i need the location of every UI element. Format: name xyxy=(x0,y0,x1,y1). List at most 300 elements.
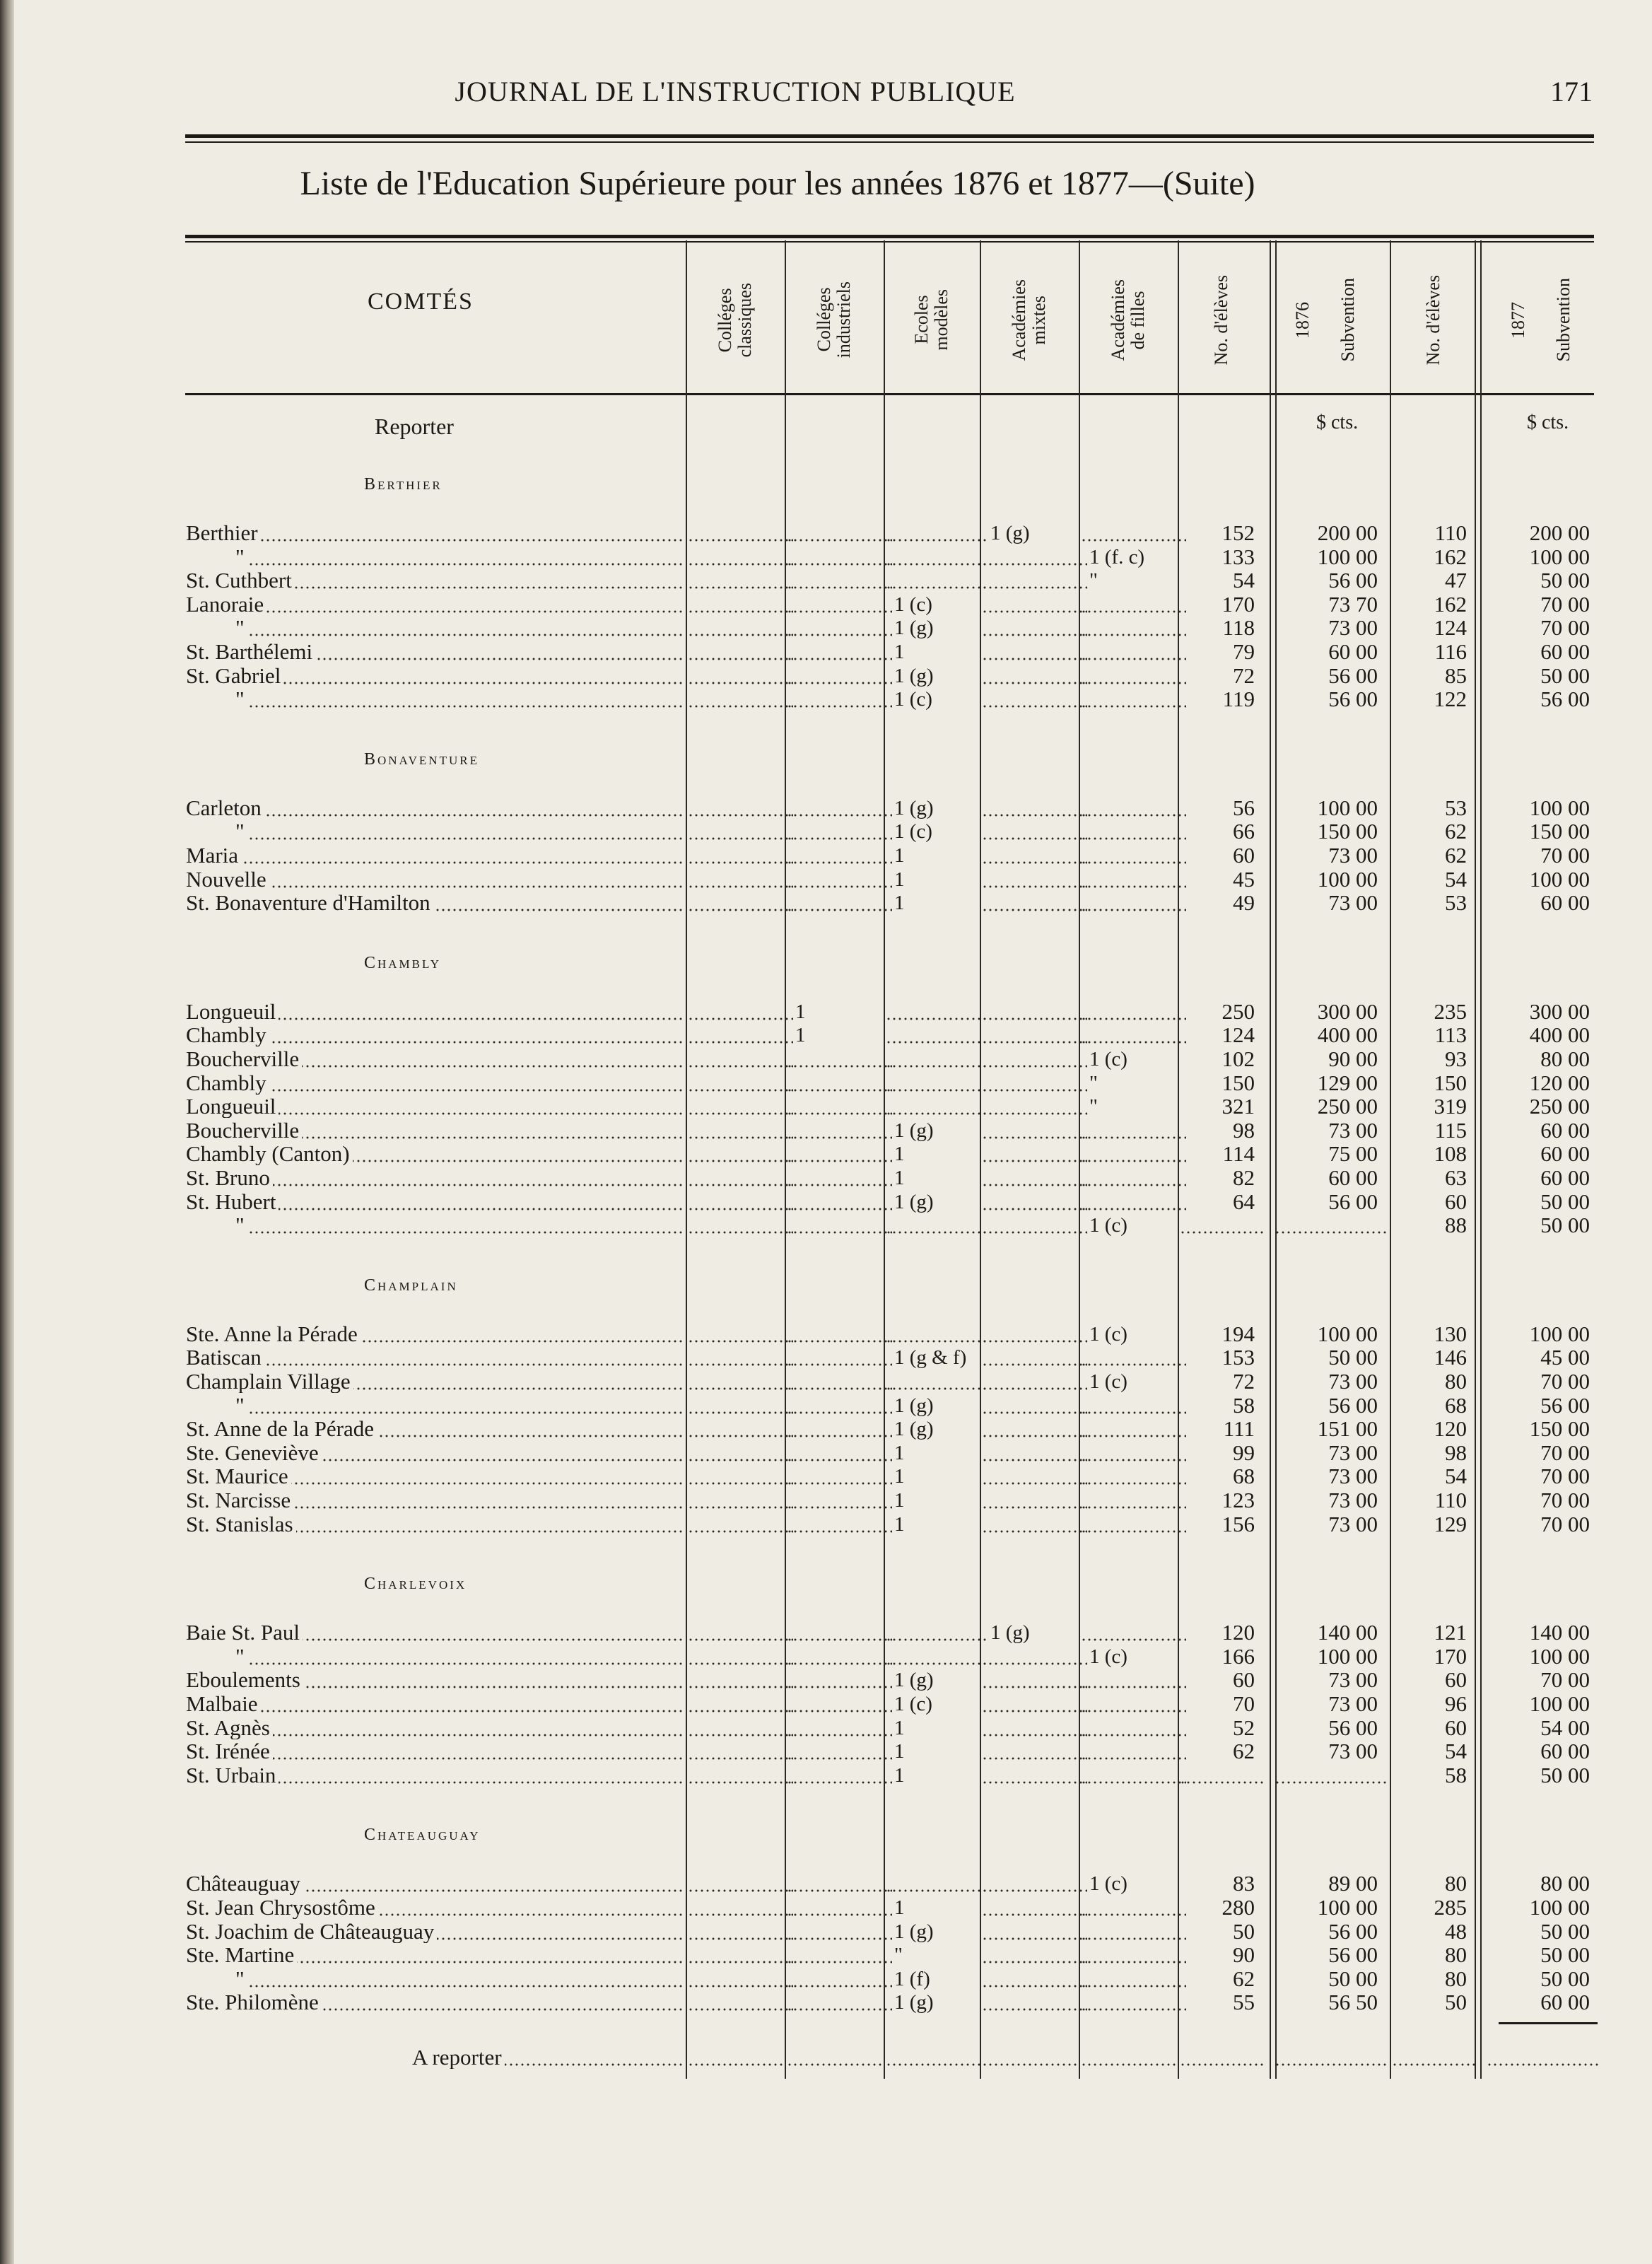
subsidy-1876 xyxy=(1275,1693,1388,1715)
subsidy-1876 xyxy=(1275,797,1388,819)
pupils-1876 xyxy=(1180,1024,1265,1046)
subsidy-1876 xyxy=(1275,1214,1388,1237)
place-name-text: Malbaie xyxy=(186,1693,261,1715)
place-name xyxy=(186,688,683,711)
pupils-1876 xyxy=(1180,1513,1265,1536)
pupils-1876-text: 56 xyxy=(1233,797,1258,819)
place-name-text: Boucherville xyxy=(186,1048,302,1070)
table-row xyxy=(186,1920,1600,1943)
pupils-1877 xyxy=(1392,1621,1477,1644)
cell-girls xyxy=(1081,1072,1186,1095)
pupils-1877 xyxy=(1392,820,1477,843)
subsidy-1877-text: 60 00 xyxy=(1540,1143,1593,1165)
place-name xyxy=(186,1489,683,1512)
cell-industrial xyxy=(787,1513,892,1536)
table-row xyxy=(186,1991,1600,2014)
pupils-1877-text: 53 xyxy=(1445,797,1470,819)
table-row xyxy=(186,1669,1600,1691)
subsidy-1877-text: 200 00 xyxy=(1530,522,1593,544)
subsidy-1876 xyxy=(1275,1370,1388,1393)
subsidy-1877-text: 100 00 xyxy=(1530,546,1593,568)
running-title: JOURNAL DE L'INSTRUCTION PUBLIQUE xyxy=(455,76,1016,107)
subsidy-1877-text: 50 00 xyxy=(1540,1214,1593,1237)
total-rule-1877 xyxy=(1499,2022,1598,2024)
cell-girls-text: 1 (c) xyxy=(1089,1323,1130,1346)
cell-model-text: 1 xyxy=(894,1489,908,1512)
table-row xyxy=(186,688,1600,711)
place-name-text: St. Gabriel xyxy=(186,665,283,687)
subsidy-1876 xyxy=(1275,1465,1388,1488)
cell-girls xyxy=(1081,1920,1186,1943)
cell-model-text: 1 (g) xyxy=(894,1394,937,1417)
cell-model-text: 1 (f) xyxy=(894,1968,933,1990)
subsidy-1877 xyxy=(1487,1394,1600,1417)
pupils-1876-text: 50 xyxy=(1233,1920,1258,1943)
subsidy-1877 xyxy=(1487,617,1600,639)
cell-mixed xyxy=(982,1191,1087,1213)
place-name xyxy=(186,1764,683,1787)
pupils-1876-text: 170 xyxy=(1222,593,1258,616)
pupils-1877-text: 115 xyxy=(1435,1119,1470,1142)
subsidy-1876 xyxy=(1275,1669,1388,1691)
cell-model xyxy=(886,1214,988,1237)
subsidy-1877 xyxy=(1487,1920,1600,1943)
pupils-1877-text: 80 xyxy=(1445,1370,1470,1393)
table-row xyxy=(186,1167,1600,1189)
carry-out-mixed xyxy=(982,2046,1079,2069)
carry-out-industrial xyxy=(787,2046,884,2069)
pupils-1876-text: 60 xyxy=(1233,844,1258,867)
table-row xyxy=(186,1740,1600,1763)
table-row xyxy=(186,1621,1600,1644)
subsidy-1876 xyxy=(1275,1418,1388,1440)
pupils-1877 xyxy=(1392,1513,1477,1536)
pupils-1877 xyxy=(1392,1968,1477,1990)
pupils-1877-text: 96 xyxy=(1445,1693,1470,1715)
place-name-text: Chambly xyxy=(186,1072,269,1095)
carry-out-s77 xyxy=(1487,2046,1600,2069)
subsidy-1877-text: 56 00 xyxy=(1540,688,1593,711)
cell-classical xyxy=(688,1167,793,1189)
cell-mixed xyxy=(982,1370,1087,1393)
cell-industrial xyxy=(787,1370,892,1393)
cell-industrial xyxy=(787,522,892,544)
place-name-text: Baie St. Paul xyxy=(186,1621,303,1644)
pupils-1876 xyxy=(1180,593,1265,616)
subsidy-1877 xyxy=(1487,1645,1600,1668)
subsidy-1877 xyxy=(1487,1717,1600,1739)
cell-girls-text: 1 (f. c) xyxy=(1089,546,1147,568)
cell-classical xyxy=(688,1513,793,1536)
cell-classical xyxy=(688,1944,793,1966)
subsidy-1877-text: 400 00 xyxy=(1530,1024,1593,1046)
pupils-1877 xyxy=(1392,1489,1477,1512)
pupils-1877-text: 319 xyxy=(1434,1095,1470,1118)
cell-model xyxy=(886,892,988,914)
cell-model-text: 1 (g) xyxy=(894,1669,937,1691)
cell-classical xyxy=(688,546,793,568)
pupils-1876 xyxy=(1180,1669,1265,1691)
subsidy-1876 xyxy=(1275,1024,1388,1046)
cell-mixed xyxy=(982,1896,1087,1919)
carry-out-p77 xyxy=(1392,2046,1477,2069)
cell-model xyxy=(886,522,988,544)
pupils-1877 xyxy=(1392,1693,1477,1715)
pupils-1877 xyxy=(1392,1119,1477,1142)
cell-mixed xyxy=(982,1214,1087,1237)
cell-girls xyxy=(1081,1394,1186,1417)
cell-mixed xyxy=(982,1489,1087,1512)
subsidy-1877-text: 100 00 xyxy=(1530,1645,1593,1668)
place-name xyxy=(186,1119,683,1142)
cell-classical xyxy=(688,1968,793,1990)
cell-industrial xyxy=(787,1669,892,1691)
table-row xyxy=(186,1465,1600,1488)
place-name xyxy=(186,1872,683,1895)
cell-model-text: 1 xyxy=(894,1717,908,1739)
subsidy-1877 xyxy=(1487,1095,1600,1118)
county-heading: Champlain xyxy=(364,1276,458,1295)
pupils-1877-text: 60 xyxy=(1445,1717,1470,1739)
cell-girls xyxy=(1081,1764,1186,1787)
place-name-text: Batiscan xyxy=(186,1346,264,1369)
pupils-1876 xyxy=(1180,617,1265,639)
cell-industrial xyxy=(787,1000,892,1023)
table-row xyxy=(186,617,1600,639)
place-name-text: St. Bruno xyxy=(186,1167,273,1189)
pupils-1876-text: 98 xyxy=(1233,1119,1258,1142)
cell-girls xyxy=(1081,1968,1186,1990)
subsidy-1877-text: 60 00 xyxy=(1540,892,1593,914)
cell-model-text: 1 xyxy=(894,868,908,891)
subsidy-1877-text: 50 00 xyxy=(1540,1944,1593,1966)
subsidy-1876-text: 73 00 xyxy=(1328,1489,1381,1512)
subsidy-1876-text: 73 00 xyxy=(1328,1693,1381,1715)
cell-girls xyxy=(1081,1095,1186,1118)
subsidy-1876-text: 100 00 xyxy=(1318,1645,1381,1668)
pupils-1876 xyxy=(1180,1740,1265,1763)
pupils-1877-text: 124 xyxy=(1434,617,1470,639)
pupils-1876 xyxy=(1180,1072,1265,1095)
cell-girls xyxy=(1081,641,1186,663)
subsidy-1877 xyxy=(1487,593,1600,616)
cell-model xyxy=(886,1370,988,1393)
subsidy-1876-text: 73 00 xyxy=(1328,892,1381,914)
subsidy-1877-text: 70 00 xyxy=(1540,1669,1593,1691)
subsidy-1876-text: 100 00 xyxy=(1318,797,1381,819)
cell-model-text: 1 (g) xyxy=(894,617,937,639)
subsidy-1876 xyxy=(1275,1394,1388,1417)
cell-model xyxy=(886,1072,988,1095)
pupils-1877-text: 110 xyxy=(1435,1489,1470,1512)
table-row xyxy=(186,820,1600,843)
pupils-1876 xyxy=(1180,1000,1265,1023)
cell-model xyxy=(886,1920,988,1943)
pupils-1876-text: 45 xyxy=(1233,868,1258,891)
pupils-1876-text: 64 xyxy=(1233,1191,1258,1213)
cell-model-text: 1 xyxy=(894,844,908,867)
cell-industrial xyxy=(787,593,892,616)
cell-girls-text: 1 (c) xyxy=(1089,1645,1130,1668)
table-row xyxy=(186,1000,1600,1023)
subsidy-1877 xyxy=(1487,1143,1600,1165)
cell-model xyxy=(886,569,988,592)
subsidy-1876-text: 73 00 xyxy=(1328,1740,1381,1763)
subsidy-1877-text: 70 00 xyxy=(1540,1442,1593,1464)
pupils-1877-text: 50 xyxy=(1445,1991,1470,2014)
place-name xyxy=(186,1693,683,1715)
cell-girls xyxy=(1081,1693,1186,1715)
pupils-1877-text: 85 xyxy=(1445,665,1470,687)
cell-girls xyxy=(1081,546,1186,568)
pupils-1877 xyxy=(1392,1394,1477,1417)
pupils-1876 xyxy=(1180,665,1265,687)
place-name-text: Ste. Anne la Pérade xyxy=(186,1323,361,1346)
pupils-1876 xyxy=(1180,569,1265,592)
place-name-text: " xyxy=(186,688,247,711)
pupils-1877-text: 170 xyxy=(1434,1645,1470,1668)
cell-model xyxy=(886,1991,988,2014)
cell-classical xyxy=(688,688,793,711)
place-name-text: Ste. Martine xyxy=(186,1944,297,1966)
subsidy-1876 xyxy=(1275,593,1388,616)
table-top-rule xyxy=(185,235,1594,238)
cell-model-text: 1 (g) xyxy=(894,1119,937,1142)
table-row xyxy=(186,1323,1600,1346)
table-row xyxy=(186,1214,1600,1237)
cell-industrial xyxy=(787,797,892,819)
pupils-1877-text: 98 xyxy=(1445,1442,1470,1464)
cell-mixed xyxy=(982,1513,1087,1536)
subsidy-1877-text: 60 00 xyxy=(1540,1991,1593,2014)
subsidy-1877-text: 120 00 xyxy=(1530,1072,1593,1095)
pupils-1877 xyxy=(1392,665,1477,687)
pupils-1876 xyxy=(1180,820,1265,843)
cell-girls xyxy=(1081,868,1186,891)
pupils-1877 xyxy=(1392,892,1477,914)
pupils-1876 xyxy=(1180,1489,1265,1512)
table-row xyxy=(186,1095,1600,1118)
cell-girls xyxy=(1081,1119,1186,1142)
cell-mixed xyxy=(982,1717,1087,1739)
pupils-1877-text: 58 xyxy=(1445,1764,1470,1787)
pupils-1876-text: 66 xyxy=(1233,820,1258,843)
pupils-1877 xyxy=(1392,1323,1477,1346)
subsidy-1876-text: 140 00 xyxy=(1318,1621,1381,1644)
currency-unit-1877: $ cts. xyxy=(1527,412,1569,433)
subsidy-1876 xyxy=(1275,1442,1388,1464)
subsidy-1876 xyxy=(1275,641,1388,663)
subsidy-1876-text: 100 00 xyxy=(1318,1323,1381,1346)
place-name-text: " xyxy=(186,1645,247,1668)
place-name xyxy=(186,617,683,639)
subsidy-1876-text: 73 00 xyxy=(1328,1513,1381,1536)
place-name-text: Longueuil xyxy=(186,1095,279,1118)
pupils-1876-text: 68 xyxy=(1233,1465,1258,1488)
pupils-1877 xyxy=(1392,1000,1477,1023)
pupils-1876-text: 49 xyxy=(1233,892,1258,914)
subsidy-1877 xyxy=(1487,688,1600,711)
cell-industrial xyxy=(787,1143,892,1165)
cell-mixed xyxy=(982,892,1087,914)
cell-classical xyxy=(688,1024,793,1046)
table-row xyxy=(186,1896,1600,1919)
carry-out-row xyxy=(186,2046,1600,2069)
cell-model xyxy=(886,1693,988,1715)
pupils-1877-text: 129 xyxy=(1434,1513,1470,1536)
cell-model xyxy=(886,1645,988,1668)
cell-model xyxy=(886,1872,988,1895)
pupils-1876 xyxy=(1180,1143,1265,1165)
cell-classical xyxy=(688,1191,793,1213)
subsidy-1877 xyxy=(1487,1991,1600,2014)
subsidy-1876-text: 100 00 xyxy=(1318,1896,1381,1919)
cell-industrial xyxy=(787,892,892,914)
cell-mixed xyxy=(982,1872,1087,1895)
pupils-1877-text: 113 xyxy=(1435,1024,1470,1046)
cell-classical xyxy=(688,641,793,663)
cell-girls xyxy=(1081,1991,1186,2014)
subsidy-1877 xyxy=(1487,1465,1600,1488)
pupils-1876-text: 321 xyxy=(1222,1095,1258,1118)
header-rule-thick xyxy=(185,134,1594,138)
place-name-text: " xyxy=(186,1968,247,1990)
subsidy-1877 xyxy=(1487,844,1600,867)
cell-industrial xyxy=(787,617,892,639)
cell-model xyxy=(886,1346,988,1369)
cell-mixed xyxy=(982,1645,1087,1668)
cell-girls xyxy=(1081,1489,1186,1512)
table-row xyxy=(186,1346,1600,1369)
cell-girls xyxy=(1081,1442,1186,1464)
cell-mixed xyxy=(982,641,1087,663)
place-name-text: St. Hubert xyxy=(186,1191,279,1213)
subsidy-1876-text: 56 00 xyxy=(1328,688,1381,711)
subsidy-1877 xyxy=(1487,569,1600,592)
subsidy-1877 xyxy=(1487,1048,1600,1070)
table-row xyxy=(186,1489,1600,1512)
cell-model-text: 1 xyxy=(894,1513,908,1536)
header-subsidy-1876: 1876 Subvention xyxy=(1292,278,1358,362)
subsidy-1877-text: 54 00 xyxy=(1540,1717,1593,1739)
cell-mixed xyxy=(982,797,1087,819)
cell-model xyxy=(886,1394,988,1417)
place-name-text: St. Bonaventure d'Hamilton xyxy=(186,892,433,914)
cell-girls xyxy=(1081,1143,1186,1165)
cell-model-text: " xyxy=(894,1944,906,1966)
subsidy-1877 xyxy=(1487,1442,1600,1464)
cell-classical xyxy=(688,1740,793,1763)
page-binding-edge xyxy=(0,0,14,2264)
cell-industrial xyxy=(787,1191,892,1213)
subsidy-1876-text: 50 00 xyxy=(1328,1968,1381,1990)
cell-model-text: 1 xyxy=(894,1764,908,1787)
place-name xyxy=(186,1346,683,1369)
subsidy-1876 xyxy=(1275,820,1388,843)
cell-classical xyxy=(688,1920,793,1943)
cell-model xyxy=(886,665,988,687)
pupils-1876 xyxy=(1180,1764,1265,1787)
cell-mixed xyxy=(982,1693,1087,1715)
place-name-text: St. Narcisse xyxy=(186,1489,293,1512)
cell-mixed xyxy=(982,1048,1087,1070)
pupils-1876-text: 120 xyxy=(1222,1621,1258,1644)
cell-industrial xyxy=(787,1418,892,1440)
pupils-1877-text: 110 xyxy=(1435,522,1470,544)
subsidy-1876-text: 73 00 xyxy=(1328,617,1381,639)
subsidy-1877-text: 50 00 xyxy=(1540,1968,1593,1990)
pupils-1877-text: 122 xyxy=(1434,688,1470,711)
table-row xyxy=(186,1048,1600,1070)
place-name xyxy=(186,1095,683,1118)
place-name-text: Longueuil xyxy=(186,1000,279,1023)
cell-classical xyxy=(688,1095,793,1118)
subsidy-1877-text: 50 00 xyxy=(1540,569,1593,592)
cell-classical xyxy=(688,1872,793,1895)
cell-model-text: 1 (g) xyxy=(894,797,937,819)
subsidy-1876 xyxy=(1275,1323,1388,1346)
pupils-1877-text: 285 xyxy=(1434,1896,1470,1919)
cell-model xyxy=(886,1167,988,1189)
cell-model xyxy=(886,1095,988,1118)
cell-industrial xyxy=(787,1920,892,1943)
cell-industrial xyxy=(787,1944,892,1966)
cell-classical xyxy=(688,1717,793,1739)
subsidy-1877-text: 70 00 xyxy=(1540,617,1593,639)
cell-model-text: 1 xyxy=(894,641,908,663)
cell-classical xyxy=(688,820,793,843)
cell-girls-text: 1 (c) xyxy=(1089,1214,1130,1237)
cell-girls xyxy=(1081,665,1186,687)
place-name-text: Boucherville xyxy=(186,1119,302,1142)
pupils-1876-text: 83 xyxy=(1233,1872,1258,1895)
pupils-1877 xyxy=(1392,1944,1477,1966)
cell-classical xyxy=(688,1214,793,1237)
cell-model xyxy=(886,688,988,711)
subsidy-1876 xyxy=(1275,617,1388,639)
subsidy-1877-text: 70 00 xyxy=(1540,1370,1593,1393)
cell-mixed xyxy=(982,569,1087,592)
cell-classical xyxy=(688,1442,793,1464)
cell-mixed xyxy=(982,1095,1087,1118)
pupils-1877-text: 235 xyxy=(1434,1000,1470,1023)
cell-mixed xyxy=(982,1072,1087,1095)
pupils-1877-text: 150 xyxy=(1434,1072,1470,1095)
carry-out-model xyxy=(886,2046,980,2069)
place-name xyxy=(186,1214,683,1237)
subsidy-1877-text: 50 00 xyxy=(1540,1764,1593,1787)
pupils-1877 xyxy=(1392,1214,1477,1237)
place-name-text: St. Agnès xyxy=(186,1717,273,1739)
subsidy-1876-text: 150 00 xyxy=(1318,820,1381,843)
header-girls-academies: Académies de filles xyxy=(1108,279,1148,361)
place-name-text: Chambly xyxy=(186,1024,269,1046)
subsidy-1877-text: 50 00 xyxy=(1540,1191,1593,1213)
place-name-text: Carleton xyxy=(186,797,264,819)
place-name xyxy=(186,1896,683,1919)
subsidy-1877 xyxy=(1487,1346,1600,1369)
subsidy-1876-text: 89 00 xyxy=(1328,1872,1381,1895)
subsidy-1877 xyxy=(1487,868,1600,891)
cell-industrial xyxy=(787,641,892,663)
cell-model xyxy=(886,1119,988,1142)
subsidy-1876 xyxy=(1275,1143,1388,1165)
cell-classical xyxy=(688,1370,793,1393)
subsidy-1876 xyxy=(1275,1000,1388,1023)
pupils-1877-text: 60 xyxy=(1445,1191,1470,1213)
cell-model xyxy=(886,1968,988,1990)
cell-classical xyxy=(688,1693,793,1715)
